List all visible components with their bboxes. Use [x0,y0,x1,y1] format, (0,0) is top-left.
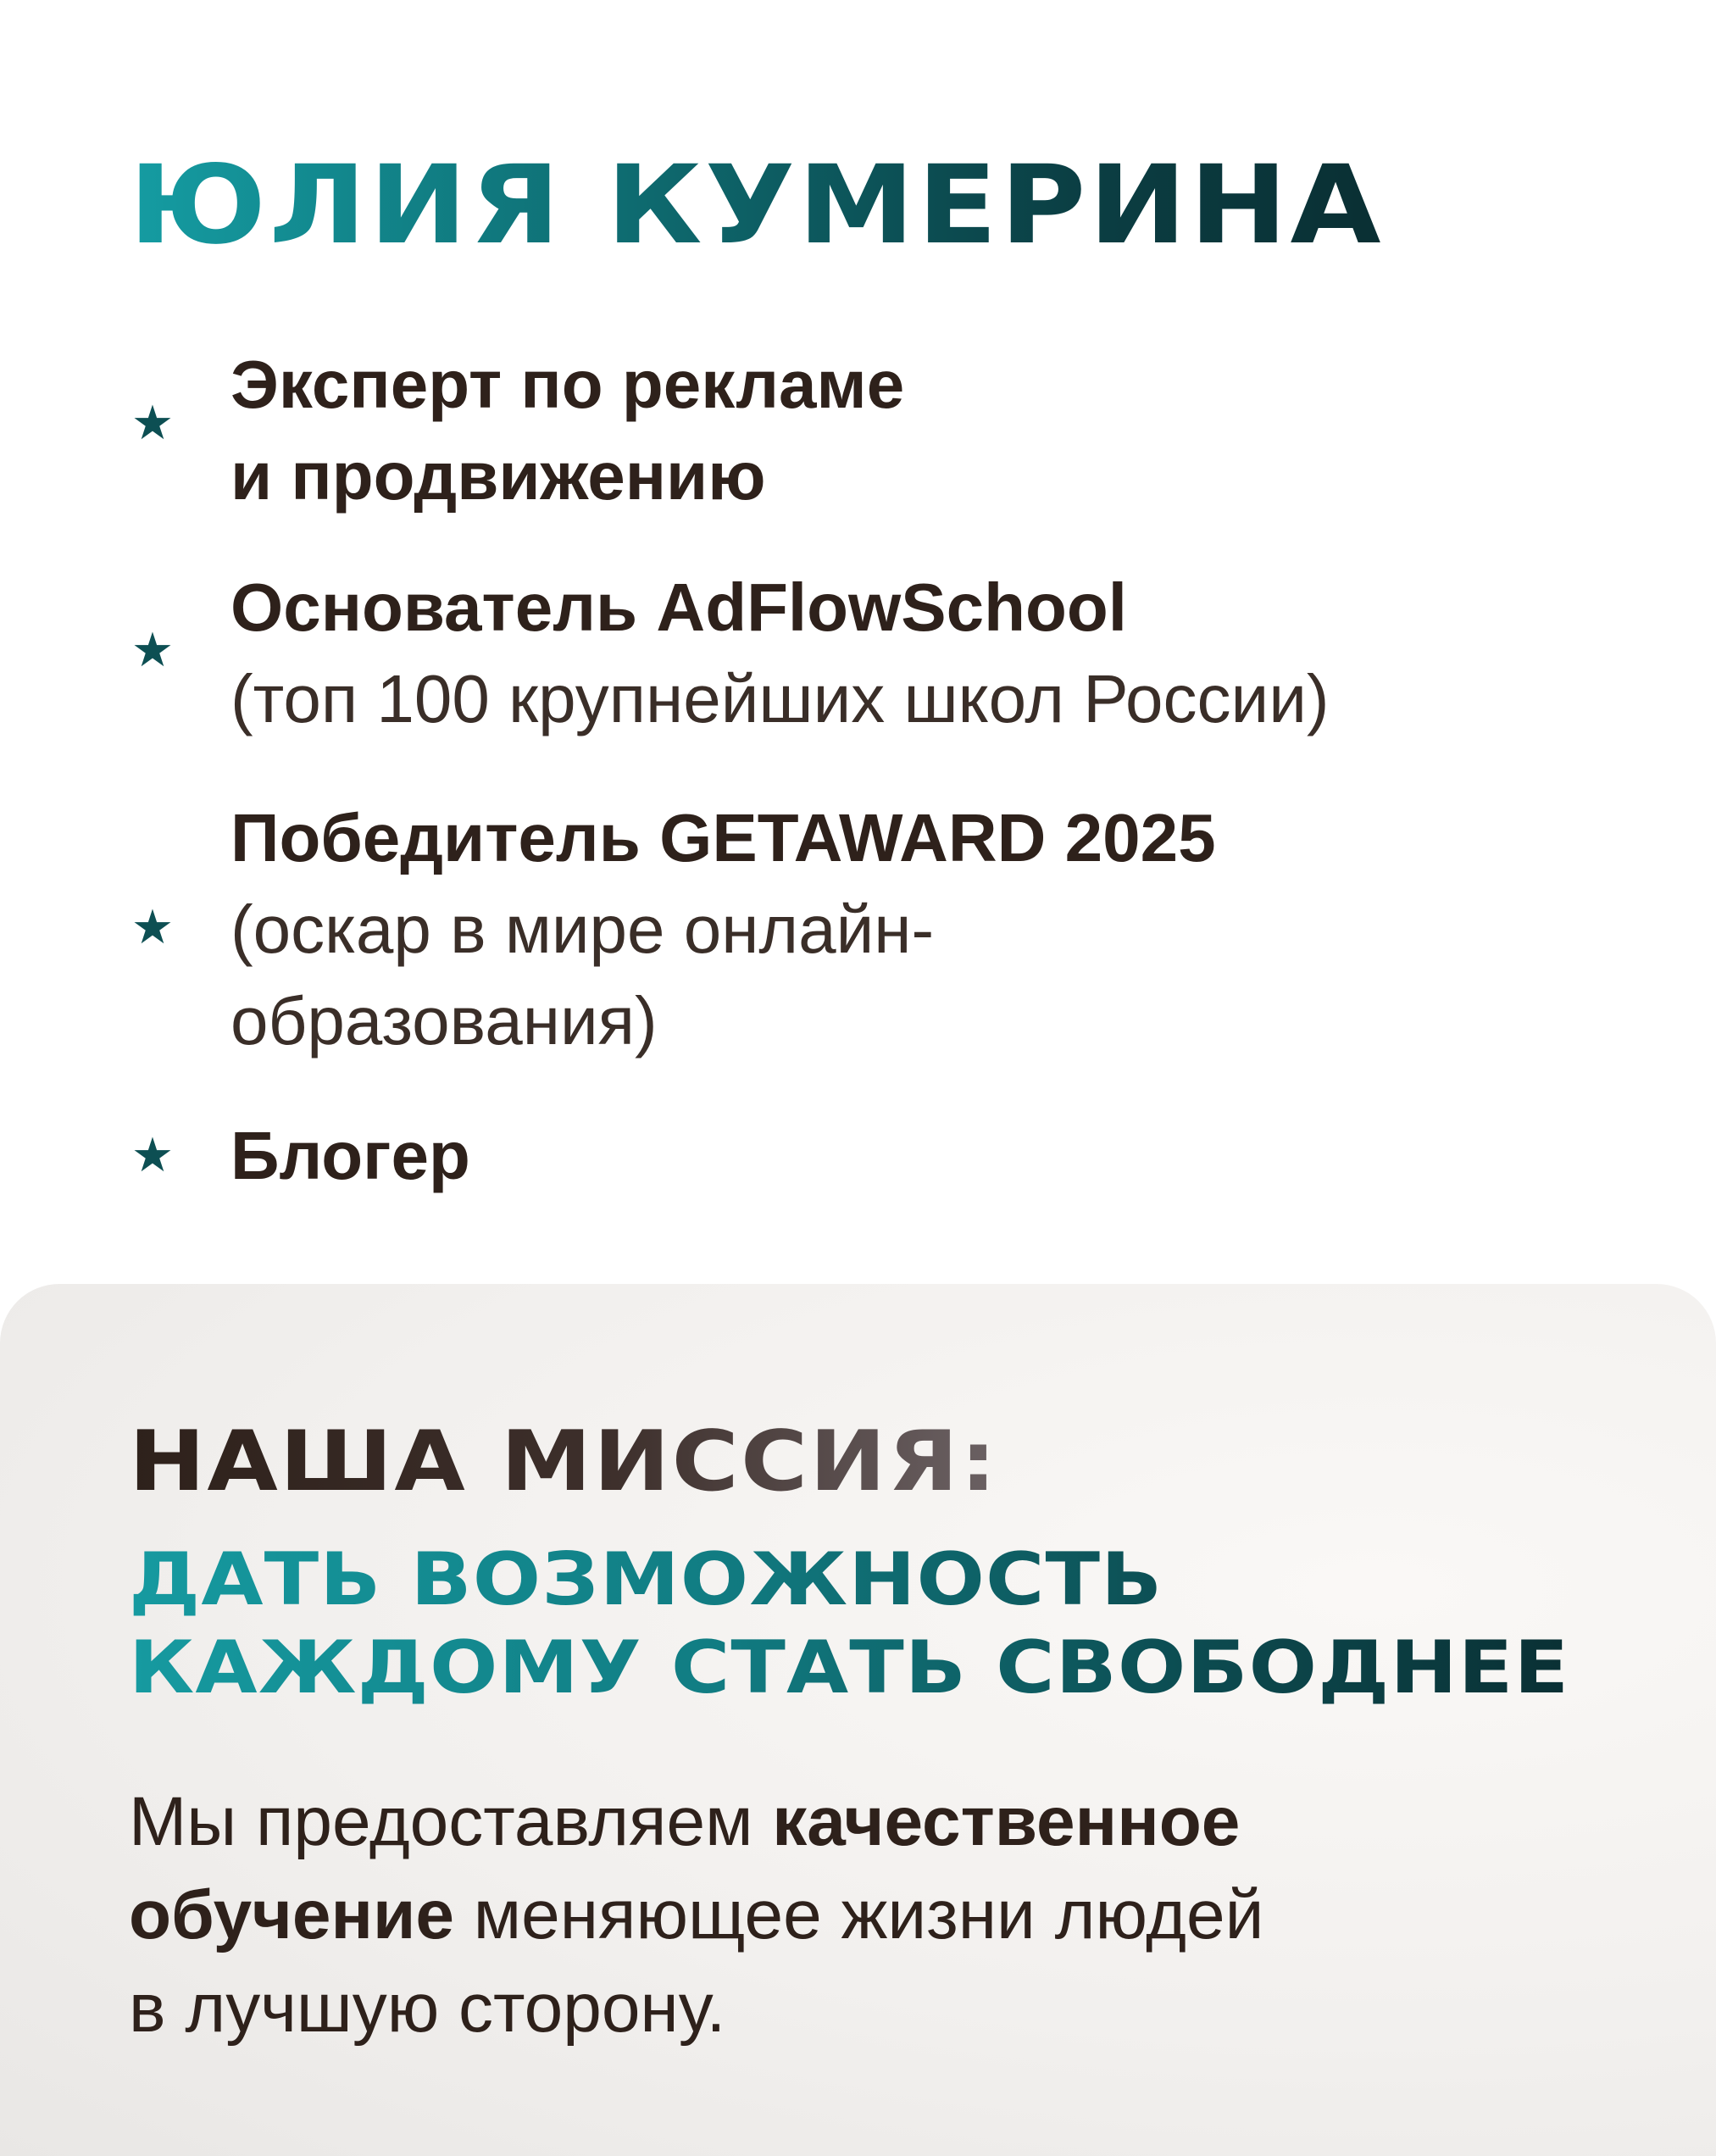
text-bold: обучение [129,1876,455,1953]
bio-item-text [230,562,1654,745]
mission-statement-line: ДАТЬ ВОЗМОЖНОСТЬ [129,1537,1163,1622]
bio-line-note: (оскар в мире онлайн- [230,892,935,967]
star-icon: ★ [131,623,175,678]
bio-line-note: образования) [230,983,658,1059]
bio-line: Победитель GETAWARD 2025 [230,800,1216,875]
mission-description-line: в лучшую сторону. [129,1970,726,2047]
bio-item-text [230,339,1654,522]
bio-line: Блогер [230,1118,470,1193]
bio-line: и продвижению [230,438,766,514]
mission-statement-line: КАЖДОМУ СТАТЬ СВОБОДНЕЕ [129,1625,1570,1710]
mission-heading: НАША МИССИЯ: [129,1411,998,1513]
bio-line: Основатель AdFlowSchool [230,570,1127,645]
bio-line: Эксперт по рекламе [230,347,905,422]
bio-item-text [230,792,1654,1067]
star-icon: ★ [131,1128,175,1183]
text-normal: Мы предоставляем [129,1783,773,1860]
text-normal: меняющее жизни людей [454,1876,1264,1953]
person-name: ЮЛИЯ КУМЕРИНА [129,142,1384,269]
mission-statement [129,1536,1569,1712]
star-icon: ★ [131,900,175,955]
bio-line-note: (топ 100 крупнейших школ России) [230,661,1330,736]
text-bold: качественное [772,1783,1241,1860]
mission-description-line [129,1869,1263,1962]
mission-description-line [129,1775,1263,1869]
mission-description [129,1775,1263,2055]
bio-item-text [230,1110,1654,1202]
star-icon: ★ [131,396,175,451]
